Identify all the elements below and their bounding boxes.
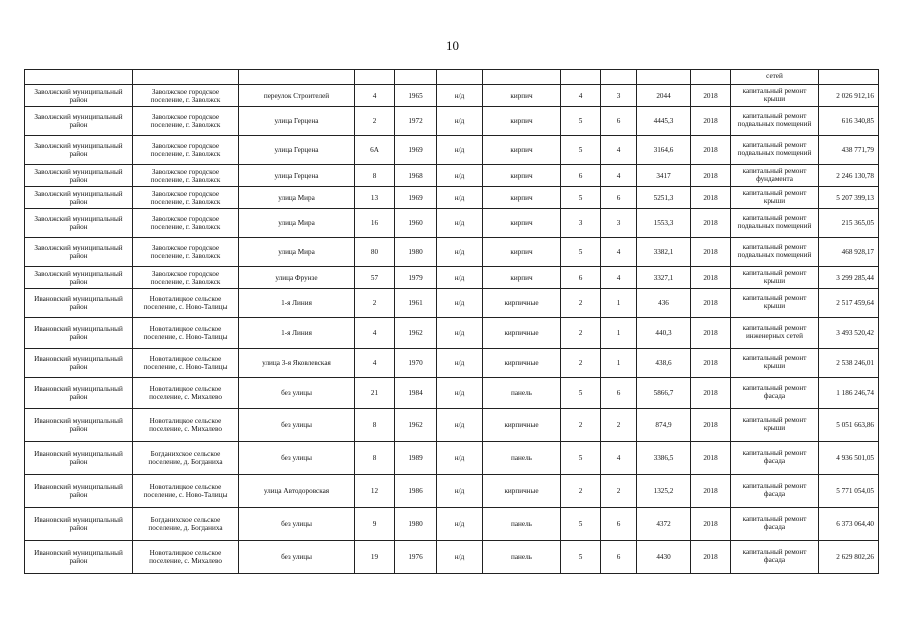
table-row (25, 409, 879, 442)
cell-plan-year: 2018 (691, 541, 731, 574)
cell-material: панель (483, 378, 561, 409)
cell-house: 80 (355, 238, 395, 267)
table-row (25, 165, 879, 187)
cell-area: 2044 (637, 85, 691, 107)
cell-plan-year: 2018 (691, 165, 731, 187)
cell-year-built: 1986 (395, 475, 437, 508)
cell-house: 19 (355, 541, 395, 574)
cell-cost: 5 771 054,05 (819, 475, 879, 508)
cell-entrances (601, 70, 637, 85)
cell-floors: 5 (561, 378, 601, 409)
cell-year-built (395, 70, 437, 85)
table-row (25, 187, 879, 209)
cell-area: 436 (637, 289, 691, 318)
cell-district: Заволжский муниципальный район (25, 165, 133, 187)
table-row (25, 209, 879, 238)
cell-plan-year: 2018 (691, 238, 731, 267)
cell-house (355, 70, 395, 85)
cell-material: кирпич (483, 267, 561, 289)
cell-year-repair: н/д (437, 267, 483, 289)
cell-entrances: 6 (601, 508, 637, 541)
cell-settlement: Заволжское городское поселение, г. Заволжск (133, 238, 239, 267)
cell-area: 5866,7 (637, 378, 691, 409)
cell-year-repair: н/д (437, 508, 483, 541)
table-row (25, 85, 879, 107)
cell-floors: 5 (561, 107, 601, 136)
cell-entrances: 4 (601, 267, 637, 289)
cell-cost: 2 517 459,64 (819, 289, 879, 318)
cell-street: улица Герцена (239, 165, 355, 187)
cell-area: 1553,3 (637, 209, 691, 238)
table-row (25, 289, 879, 318)
cell-settlement: Заволжское городское поселение, г. Заволжск (133, 136, 239, 165)
cell-area: 4430 (637, 541, 691, 574)
cell-material: панель (483, 508, 561, 541)
cell-street: улица Герцена (239, 136, 355, 165)
cell-street (239, 70, 355, 85)
cell-district: Ивановский муниципальный район (25, 475, 133, 508)
cell-district (25, 70, 133, 85)
table-row (25, 508, 879, 541)
cell-plan-year: 2018 (691, 442, 731, 475)
cell-entrances: 4 (601, 136, 637, 165)
cell-cost: 468 928,17 (819, 238, 879, 267)
cell-plan-year (691, 70, 731, 85)
cell-floors: 5 (561, 238, 601, 267)
cell-work-type: капитальный ремонт фасада (731, 508, 819, 541)
cell-work-type: капитальный ремонт крыши (731, 289, 819, 318)
cell-district: Заволжский муниципальный район (25, 187, 133, 209)
cell-district: Заволжский муниципальный район (25, 238, 133, 267)
cell-area (637, 70, 691, 85)
cell-cost: 5 207 399,13 (819, 187, 879, 209)
cell-work-type: капитальный ремонт фасада (731, 442, 819, 475)
cell-district: Заволжский муниципальный район (25, 136, 133, 165)
cell-floors: 5 (561, 508, 601, 541)
cell-settlement: Заволжское городское поселение, г. Заволжск (133, 165, 239, 187)
cell-street: улица 3-я Яковлевская (239, 349, 355, 378)
cell-area: 3382,1 (637, 238, 691, 267)
cell-work-type: капитальный ремонт крыши (731, 267, 819, 289)
cell-area: 1325,2 (637, 475, 691, 508)
cell-year-built: 1965 (395, 85, 437, 107)
cell-year-repair: н/д (437, 378, 483, 409)
cell-year-built: 1969 (395, 136, 437, 165)
cell-settlement: Новоталицкое сельское поселение, с. Михалево (133, 541, 239, 574)
table-row (25, 238, 879, 267)
cell-year-repair: н/д (437, 238, 483, 267)
cell-year-built: 1984 (395, 378, 437, 409)
cell-floors (561, 70, 601, 85)
cell-area: 4445,3 (637, 107, 691, 136)
cell-material: кирпич (483, 107, 561, 136)
cell-plan-year: 2018 (691, 136, 731, 165)
cell-house: 8 (355, 409, 395, 442)
cell-district: Ивановский муниципальный район (25, 318, 133, 349)
cell-floors: 2 (561, 318, 601, 349)
cell-settlement: Новоталицкое сельское поселение, с. Ново-Талицы (133, 349, 239, 378)
cell-material: кирпич (483, 165, 561, 187)
cell-material: кирпич (483, 85, 561, 107)
cell-area: 4372 (637, 508, 691, 541)
cell-street: улица Мира (239, 209, 355, 238)
cell-floors: 5 (561, 136, 601, 165)
cell-cost: 1 186 246,74 (819, 378, 879, 409)
cell-entrances: 1 (601, 289, 637, 318)
cell-year-built: 1969 (395, 187, 437, 209)
cell-work-type: капитальный ремонт инженерных сетей (731, 318, 819, 349)
cell-work-type: капитальный ремонт фасада (731, 541, 819, 574)
cell-house: 4 (355, 85, 395, 107)
cell-material: кирпичные (483, 289, 561, 318)
cell-street: переулок Строителей (239, 85, 355, 107)
cell-cost: 3 299 285,44 (819, 267, 879, 289)
cell-street: улица Мира (239, 238, 355, 267)
cell-street: без улицы (239, 378, 355, 409)
cell-entrances: 1 (601, 318, 637, 349)
cell-settlement: Новоталицкое сельское поселение, с. Ново-Талицы (133, 318, 239, 349)
cell-year-built: 1979 (395, 267, 437, 289)
cell-floors: 2 (561, 349, 601, 378)
cell-cost: 616 340,85 (819, 107, 879, 136)
cell-plan-year: 2018 (691, 267, 731, 289)
cell-area: 3327,1 (637, 267, 691, 289)
cell-cost: 5 051 663,86 (819, 409, 879, 442)
cell-street: без улицы (239, 442, 355, 475)
cell-area: 438,6 (637, 349, 691, 378)
cell-floors: 6 (561, 165, 601, 187)
cell-work-type: капитальный ремонт подвальных помещений (731, 107, 819, 136)
cell-year-repair: н/д (437, 289, 483, 318)
cell-cost: 2 538 246,01 (819, 349, 879, 378)
cell-cost: 4 936 501,05 (819, 442, 879, 475)
table-row (25, 136, 879, 165)
cell-year-built: 1980 (395, 238, 437, 267)
cell-material: кирпич (483, 136, 561, 165)
cell-settlement: Заволжское городское поселение, г. Заволжск (133, 187, 239, 209)
cell-work-type: капитальный ремонт подвальных помещений (731, 136, 819, 165)
table-row (25, 349, 879, 378)
cell-district: Ивановский муниципальный район (25, 508, 133, 541)
cell-year-built: 1970 (395, 349, 437, 378)
cell-work-type: капитальный ремонт фасада (731, 378, 819, 409)
cell-year-repair: н/д (437, 318, 483, 349)
cell-year-built: 1962 (395, 409, 437, 442)
cell-year-repair: н/д (437, 442, 483, 475)
cell-year-built: 1962 (395, 318, 437, 349)
cell-material: кирпичные (483, 318, 561, 349)
cell-year-repair: н/д (437, 165, 483, 187)
cell-settlement: Новоталицкое сельское поселение, с. Михалево (133, 409, 239, 442)
table-row (25, 541, 879, 574)
cell-material: кирпичные (483, 475, 561, 508)
table-row (25, 267, 879, 289)
cell-settlement (133, 70, 239, 85)
cell-plan-year: 2018 (691, 349, 731, 378)
cell-cost: 3 493 520,42 (819, 318, 879, 349)
cell-area: 874,9 (637, 409, 691, 442)
cell-house: 8 (355, 165, 395, 187)
housing-repair-table (24, 69, 879, 574)
cell-entrances: 4 (601, 442, 637, 475)
cell-entrances: 1 (601, 349, 637, 378)
cell-year-repair: н/д (437, 209, 483, 238)
table-body (25, 70, 879, 574)
cell-material: кирпичные (483, 349, 561, 378)
cell-plan-year: 2018 (691, 318, 731, 349)
cell-plan-year: 2018 (691, 475, 731, 508)
cell-settlement: Богданихское сельское поселение, д. Богданиха (133, 442, 239, 475)
cell-work-type: капитальный ремонт крыши (731, 187, 819, 209)
cell-year-built: 1980 (395, 508, 437, 541)
cell-plan-year: 2018 (691, 209, 731, 238)
cell-settlement: Богданихское сельское поселение, д. Богданиха (133, 508, 239, 541)
cell-street: улица Мира (239, 187, 355, 209)
cell-year-built: 1961 (395, 289, 437, 318)
page-number: 10 (446, 38, 459, 53)
cell-house: 2 (355, 289, 395, 318)
cell-settlement: Заволжское городское поселение, г. Заволжск (133, 267, 239, 289)
cell-plan-year: 2018 (691, 409, 731, 442)
cell-district: Заволжский муниципальный район (25, 85, 133, 107)
cell-house: 4 (355, 318, 395, 349)
cell-material: панель (483, 541, 561, 574)
cell-plan-year: 2018 (691, 378, 731, 409)
cell-street: без улицы (239, 409, 355, 442)
table-row (25, 378, 879, 409)
cell-plan-year: 2018 (691, 107, 731, 136)
cell-street: улица Автодоровская (239, 475, 355, 508)
cell-entrances: 2 (601, 475, 637, 508)
cell-plan-year: 2018 (691, 289, 731, 318)
cell-district: Ивановский муниципальный район (25, 378, 133, 409)
cell-year-repair (437, 70, 483, 85)
cell-material (483, 70, 561, 85)
cell-cost: 2 246 130,78 (819, 165, 879, 187)
cell-work-type: сетей (731, 70, 819, 85)
cell-street: улица Фрунзе (239, 267, 355, 289)
cell-plan-year: 2018 (691, 85, 731, 107)
table-row (25, 318, 879, 349)
cell-street: без улицы (239, 541, 355, 574)
cell-settlement: Новоталицкое сельское поселение, с. Ново-Талицы (133, 475, 239, 508)
cell-work-type: капитальный ремонт подвальных помещений (731, 238, 819, 267)
cell-year-repair: н/д (437, 85, 483, 107)
cell-floors: 2 (561, 409, 601, 442)
cell-year-repair: н/д (437, 107, 483, 136)
cell-settlement: Заволжское городское поселение, г. Заволжск (133, 209, 239, 238)
cell-district: Ивановский муниципальный район (25, 442, 133, 475)
cell-settlement: Новоталицкое сельское поселение, с. Михалево (133, 378, 239, 409)
cell-settlement: Заволжское городское поселение, г. Заволжск (133, 85, 239, 107)
cell-district: Ивановский муниципальный район (25, 409, 133, 442)
cell-house: 57 (355, 267, 395, 289)
cell-district: Заволжский муниципальный район (25, 107, 133, 136)
cell-house: 4 (355, 349, 395, 378)
cell-cost: 2 629 802,26 (819, 541, 879, 574)
cell-district: Заволжский муниципальный район (25, 209, 133, 238)
cell-district: Ивановский муниципальный район (25, 349, 133, 378)
cell-year-repair: н/д (437, 136, 483, 165)
cell-entrances: 6 (601, 378, 637, 409)
cell-floors: 6 (561, 267, 601, 289)
cell-entrances: 4 (601, 165, 637, 187)
cell-year-repair: н/д (437, 541, 483, 574)
cell-settlement: Новоталицкое сельское поселение, с. Ново-Талицы (133, 289, 239, 318)
cell-area: 5251,3 (637, 187, 691, 209)
cell-material: панель (483, 442, 561, 475)
table-row (25, 442, 879, 475)
cell-house: 8 (355, 442, 395, 475)
cell-area: 3386,5 (637, 442, 691, 475)
cell-plan-year: 2018 (691, 187, 731, 209)
cell-area: 3164,6 (637, 136, 691, 165)
cell-house: 2 (355, 107, 395, 136)
cell-district: Заволжский муниципальный район (25, 267, 133, 289)
cell-house: 6А (355, 136, 395, 165)
cell-work-type: капитальный ремонт фасада (731, 475, 819, 508)
cell-settlement: Заволжское городское поселение, г. Заволжск (133, 107, 239, 136)
cell-cost: 6 373 064,40 (819, 508, 879, 541)
cell-street: улица Герцена (239, 107, 355, 136)
cell-work-type: капитальный ремонт крыши (731, 409, 819, 442)
cell-entrances: 6 (601, 107, 637, 136)
cell-year-built: 1960 (395, 209, 437, 238)
cell-house: 13 (355, 187, 395, 209)
cell-year-repair: н/д (437, 187, 483, 209)
cell-house: 9 (355, 508, 395, 541)
cell-work-type: капитальный ремонт крыши (731, 85, 819, 107)
cell-entrances: 6 (601, 541, 637, 574)
table-row (25, 107, 879, 136)
cell-entrances: 3 (601, 209, 637, 238)
cell-entrances: 4 (601, 238, 637, 267)
cell-material: кирпич (483, 238, 561, 267)
cell-floors: 3 (561, 209, 601, 238)
cell-street: без улицы (239, 508, 355, 541)
cell-floors: 4 (561, 85, 601, 107)
cell-area: 3417 (637, 165, 691, 187)
cell-year-repair: н/д (437, 475, 483, 508)
cell-entrances: 2 (601, 409, 637, 442)
cell-floors: 5 (561, 442, 601, 475)
continuation-row (25, 70, 879, 85)
cell-year-repair: н/д (437, 409, 483, 442)
cell-street: 1-я Линия (239, 318, 355, 349)
cell-floors: 5 (561, 187, 601, 209)
cell-work-type: капитальный ремонт крыши (731, 349, 819, 378)
cell-year-built: 1989 (395, 442, 437, 475)
cell-year-built: 1972 (395, 107, 437, 136)
cell-entrances: 6 (601, 187, 637, 209)
cell-floors: 2 (561, 289, 601, 318)
cell-house: 16 (355, 209, 395, 238)
cell-district: Ивановский муниципальный район (25, 289, 133, 318)
cell-work-type: капитальный ремонт фундамента (731, 165, 819, 187)
cell-material: кирпич (483, 209, 561, 238)
cell-area: 440,3 (637, 318, 691, 349)
cell-work-type: капитальный ремонт подвальных помещений (731, 209, 819, 238)
table-row (25, 475, 879, 508)
cell-cost (819, 70, 879, 85)
cell-floors: 5 (561, 541, 601, 574)
cell-year-repair: н/д (437, 349, 483, 378)
cell-house: 12 (355, 475, 395, 508)
cell-district: Ивановский муниципальный район (25, 541, 133, 574)
cell-cost: 215 365,05 (819, 209, 879, 238)
cell-material: кирпичные (483, 409, 561, 442)
cell-material: кирпич (483, 187, 561, 209)
cell-floors: 2 (561, 475, 601, 508)
cell-year-built: 1968 (395, 165, 437, 187)
cell-entrances: 3 (601, 85, 637, 107)
cell-house: 21 (355, 378, 395, 409)
cell-year-built: 1976 (395, 541, 437, 574)
cell-plan-year: 2018 (691, 508, 731, 541)
cell-cost: 2 026 912,16 (819, 85, 879, 107)
cell-cost: 438 771,79 (819, 136, 879, 165)
cell-street: 1-я Линия (239, 289, 355, 318)
